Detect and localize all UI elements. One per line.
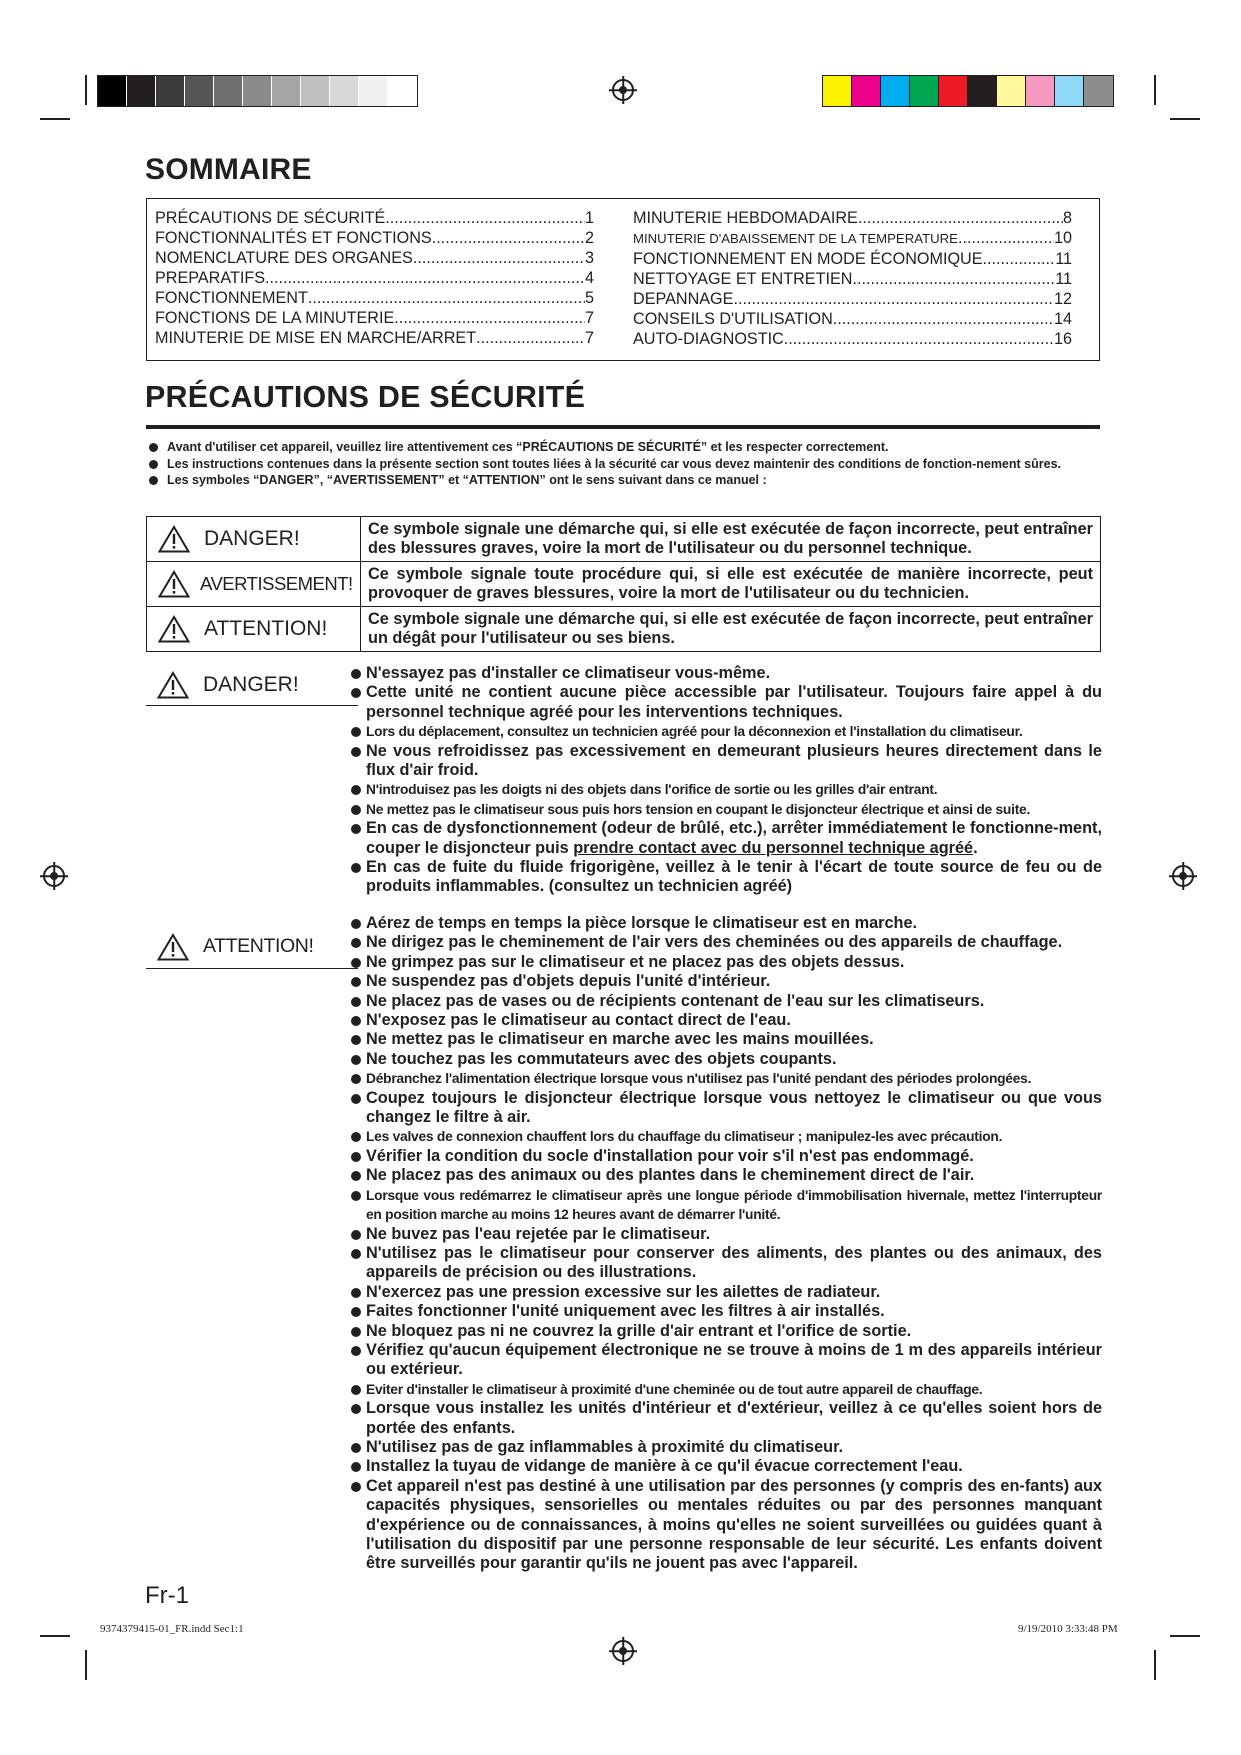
toc-entry-page: 4 xyxy=(584,269,594,287)
color-swatch xyxy=(823,76,852,106)
list-item xyxy=(350,1399,1102,1438)
attention-label: ATTENTION! xyxy=(203,935,314,957)
gray-swatch xyxy=(98,76,127,106)
color-swatch xyxy=(1055,76,1084,106)
bullet-icon xyxy=(351,977,361,987)
grayscale-color-bar xyxy=(97,75,418,107)
symbol-row-danger xyxy=(147,517,1101,562)
toc-entry xyxy=(633,249,1072,269)
bullet-icon xyxy=(351,1132,361,1142)
toc-entry xyxy=(155,268,594,288)
list-item-text: Ne buvez pas l'eau rejetée par le climatiseur. xyxy=(366,1224,711,1243)
toc-entry-label: FONCTIONNEMENT xyxy=(155,289,308,307)
toc-entry-page: 8 xyxy=(1062,209,1072,227)
footer-timestamp: 9/19/2010 3:33:48 PM xyxy=(1018,1623,1118,1635)
list-item-text: Cette unité ne contient aucune pièce accessible par l'utilisateur. Toujours faire appel à du personnel technique agréé pour les interventions techniques. xyxy=(366,683,1102,721)
list-item xyxy=(350,1050,1102,1069)
list-item xyxy=(350,819,1102,858)
list-item xyxy=(350,742,1102,781)
toc-leader-dots xyxy=(385,208,585,228)
toc-leader-dots xyxy=(308,288,585,308)
list-item-text: N'essayez pas d'installer ce climatiseur vous-même. xyxy=(366,664,771,682)
process-color-bar xyxy=(822,75,1114,107)
toc-entry xyxy=(633,228,1072,249)
list-item-text: Ne placez pas de vases ou de récipients contenant de l'eau sur les climatiseurs. xyxy=(366,991,985,1010)
crop-mark xyxy=(85,75,87,105)
bullet-icon xyxy=(351,824,361,834)
footer-file: 9374379415-01_FR.indd Sec1:1 xyxy=(100,1623,244,1635)
toc-entry-page: 3 xyxy=(584,249,594,267)
list-item xyxy=(350,800,1102,819)
page-number: Fr-1 xyxy=(145,1582,189,1609)
toc-entry-label: MINUTERIE D'ABAISSEMENT DE LA TEMPERATURE xyxy=(633,231,958,246)
bullet-icon xyxy=(351,1016,361,1026)
bullet-icon xyxy=(351,938,361,948)
warning-triangle-icon xyxy=(158,525,190,553)
bullet-icon xyxy=(351,958,361,968)
gray-swatch xyxy=(272,76,301,106)
list-item-text: Débranchez l'alimentation électrique lorsque vous n'utilisez pas l'unité pendant des périodes prolongées. xyxy=(366,1071,1032,1087)
intro-text: Les instructions contenues dans la présente section sont toutes liées à la sécurité car vous devez maintenir des conditions de fonction-nement sûres. xyxy=(167,456,1061,471)
warning-triangle-icon xyxy=(158,615,190,643)
bullet-icon xyxy=(351,1346,361,1356)
toc-leader-dots xyxy=(733,289,1054,309)
list-item xyxy=(350,1166,1102,1185)
toc-leader-dots xyxy=(394,308,585,328)
list-item-text: N'exposez pas le climatiseur au contact direct de l'eau. xyxy=(366,1011,791,1030)
list-item-text: Ne mettez pas le climatiseur sous puis hors tension en coupant le disjoncteur électrique et ainsi de suite. xyxy=(366,801,1031,817)
toc-entry-label: PRÉCAUTIONS DE SÉCURITÉ xyxy=(155,209,386,227)
color-swatch xyxy=(881,76,910,106)
danger-list xyxy=(350,664,1102,897)
bullet-icon xyxy=(351,1327,361,1337)
symbol-legend-table xyxy=(146,516,1101,652)
list-item-text: Ne vous refroidissez pas excessivement en demeurant plusieurs heures directement dans le flux d'air froid. xyxy=(366,741,1102,780)
list-item-text: Ne suspendez pas d'objets depuis l'unité d'intérieur. xyxy=(366,972,771,991)
intro-item xyxy=(146,440,1106,456)
toc-entry-label: NETTOYAGE ET ENTRETIEN xyxy=(633,270,853,288)
bullet-icon xyxy=(351,1094,361,1104)
gray-swatch xyxy=(243,76,272,106)
list-item-text: Cet appareil n'est pas destiné à une utilisation par des personnes (y compris des en-fants) aux capacités physiques, sensorielles ou mentales réduites ou par des personnes manquant d'expérience ou de connaissances, à moins qu'elles ne soient surveillées ou guidées quant à l'utilisation du dispositif par une personne responsable de leur sécurité. Les enfants doivent être surveillés pour garantir qu'ils ne jouent pas avec l'appareil. xyxy=(366,1476,1102,1573)
toc-entry-page: 2 xyxy=(584,229,594,247)
bullet-icon xyxy=(351,1249,361,1259)
toc-leader-dots xyxy=(476,328,585,348)
list-item-text: N'utilisez pas de gaz inflammables à proximité du climatiseur. xyxy=(366,1437,844,1456)
list-item-text: Aérez de temps en temps la pièce lorsque le climatiseur est en marche. xyxy=(366,914,918,932)
gray-swatch xyxy=(185,76,214,106)
toc-box xyxy=(146,198,1100,361)
bullet-icon xyxy=(351,919,361,929)
list-item-text: N'utilisez pas le climatiseur pour conserver des aliments, des plantes ou des animaux, des appareils de précision ou des illustrations. xyxy=(366,1243,1102,1282)
list-item xyxy=(350,1457,1102,1476)
gray-swatch xyxy=(127,76,156,106)
safety-intro xyxy=(146,440,1106,489)
toc-entry-label: FONCTIONNALITÉS ET FONCTIONS xyxy=(155,229,432,247)
gray-swatch xyxy=(301,76,330,106)
underlined-text: prendre contact avec du personnel technique agréé xyxy=(573,838,974,857)
toc-entry-page: 10 xyxy=(1053,229,1072,247)
bullet-icon xyxy=(351,1152,361,1162)
list-item xyxy=(350,972,1102,991)
list-item xyxy=(350,683,1102,722)
title-rule xyxy=(146,425,1100,429)
toc-entry xyxy=(155,328,594,348)
toc-entry-page: 16 xyxy=(1053,330,1072,348)
crop-mark xyxy=(1154,75,1156,105)
toc-leader-dots xyxy=(983,249,1056,269)
bullet-icon xyxy=(351,785,361,795)
list-item-text: Installez la tuyau de vidange de manière à ce qu'il évacue correctement l'eau. xyxy=(366,1457,963,1476)
list-item xyxy=(350,1069,1102,1088)
list-item xyxy=(350,1322,1102,1341)
color-swatch xyxy=(939,76,968,106)
list-item-text: Faites fonctionner l'unité uniquement avec les filtres à air installés. xyxy=(366,1302,885,1321)
bullet-icon xyxy=(351,1055,361,1065)
list-item xyxy=(350,1147,1102,1166)
toc-entry-page: 12 xyxy=(1053,290,1072,308)
symbol-description: Ce symbole signale une démarche qui, si elle est exécutée de façon incorrecte, peut entraîner des blessures graves, voire la mort de l'utilisateur ou du personnel technique. xyxy=(361,517,1101,562)
toc-entry xyxy=(633,269,1072,289)
intro-item xyxy=(146,457,1106,473)
bullet-icon xyxy=(351,997,361,1007)
intro-text: Avant d'utiliser cet appareil, veuillez lire attentivement ces “PRÉCAUTIONS DE SÉCURITÉ” et les respecter correctement. xyxy=(167,440,889,454)
list-item-text: Vérifier la condition du socle d'installation pour voir s'il n'est pas endommagé. xyxy=(366,1146,974,1165)
toc-entry-label: FONCTIONS DE LA MINUTERIE xyxy=(155,309,395,327)
list-item-text: Ne mettez pas le climatiseur en marche avec les mains mouillées. xyxy=(366,1030,874,1049)
toc-entry-label: MINUTERIE DE MISE EN MARCHE/ARRET xyxy=(155,329,477,347)
bullet-icon xyxy=(351,1443,361,1453)
toc-leader-dots xyxy=(432,228,585,248)
toc-entry xyxy=(155,208,594,228)
list-item-text: Coupez toujours le disjoncteur électrique lorsque vous nettoyez le climatiseur ou que vous changez le filtre à air. xyxy=(366,1088,1102,1127)
symbol-label-cell xyxy=(147,615,360,643)
toc-entry-page: 7 xyxy=(584,309,594,327)
bullet-icon xyxy=(351,1288,361,1298)
list-item xyxy=(350,1438,1102,1457)
toc-entry xyxy=(155,228,594,248)
toc-leader-dots xyxy=(265,268,585,288)
list-item-text: Ne bloquez pas ni ne couvrez la grille d'air entrant et l'orifice de sortie. xyxy=(366,1321,912,1340)
registration-mark-icon xyxy=(1172,865,1194,887)
symbol-label: DANGER! xyxy=(204,527,300,550)
danger-side-label xyxy=(146,664,358,706)
toc-column-left xyxy=(155,208,594,348)
attention-side-label xyxy=(146,925,358,969)
safety-title: PRÉCAUTIONS DE SÉCURITÉ xyxy=(145,380,586,414)
toc-entry xyxy=(155,308,594,328)
list-item-text: Ne placez pas des animaux ou des plantes dans le cheminement direct de l'air. xyxy=(366,1166,975,1185)
symbol-description: Ce symbole signale toute procédure qui, si elle est exécutée de manière incorrecte, peut provoquer de graves blessures, voire la mort de l'utilisateur ou du technicien. xyxy=(361,562,1101,607)
toc-title: SOMMAIRE xyxy=(145,153,312,186)
intro-item xyxy=(146,473,1106,489)
toc-entry xyxy=(155,288,594,308)
toc-leader-dots xyxy=(833,309,1054,329)
list-item-text: Les valves de connexion chauffent lors du chauffage du climatiseur ; manipulez-les avec précaution. xyxy=(366,1129,1003,1145)
registration-mark-icon xyxy=(43,865,65,887)
list-item-text: N'exercez pas une pression excessive sur les ailettes de radiateur. xyxy=(366,1282,881,1301)
toc-entry-label: PREPARATIFS xyxy=(155,269,266,287)
list-item xyxy=(350,933,1102,952)
toc-entry-page: 7 xyxy=(584,329,594,347)
color-swatch xyxy=(1084,76,1113,106)
toc-entry-label: CONSEILS D'UTILISATION xyxy=(633,310,833,328)
color-swatch xyxy=(852,76,881,106)
list-item xyxy=(350,1380,1102,1399)
bullet-icon xyxy=(351,747,361,757)
warning-triangle-icon xyxy=(157,933,189,961)
toc-leader-dots xyxy=(413,248,585,268)
list-item-text: Lorsque vous redémarrez le climatiseur après une longue période d'immobilisation hivernale, mettez l'interrupteur en position marche au moins 12 heures avant de démarrer l'unité. xyxy=(366,1187,1102,1223)
symbol-label: ATTENTION! xyxy=(204,617,328,640)
danger-label: DANGER! xyxy=(203,672,299,696)
toc-entry xyxy=(633,289,1072,309)
bullet-icon xyxy=(351,1462,361,1472)
list-item xyxy=(350,1283,1102,1302)
toc-leader-dots xyxy=(852,269,1055,289)
list-item-text: Lors du déplacement, consultez un technicien agréé pour la déconnexion et l'installation du climatiseur. xyxy=(366,724,1023,740)
color-swatch xyxy=(910,76,939,106)
list-item-text: Vérifiez qu'aucun équipement électronique ne se trouve à moins de 1 m des appareils intérieur ou extérieur. xyxy=(366,1340,1102,1379)
list-item-text: Ne touchez pas les commutateurs avec des objets coupants. xyxy=(366,1049,837,1068)
bullet-icon xyxy=(351,1404,361,1414)
symbol-description: Ce symbole signale une démarche qui, si elle est exécutée de façon incorrecte, peut entraîner un dégât pour l'utilisateur ou ses biens. xyxy=(361,607,1101,652)
toc-entry xyxy=(633,309,1072,329)
symbol-row-avertissement xyxy=(147,562,1101,607)
warning-triangle-icon xyxy=(157,671,189,699)
list-item xyxy=(350,780,1102,799)
toc-column-right xyxy=(633,208,1072,349)
bullet-icon xyxy=(351,1385,361,1395)
symbol-row-attention xyxy=(147,607,1101,652)
gray-swatch xyxy=(156,76,185,106)
color-swatch xyxy=(968,76,997,106)
toc-entry-page: 5 xyxy=(584,289,594,307)
toc-entry-page: 14 xyxy=(1053,310,1072,328)
toc-entry-label: MINUTERIE HEBDOMADAIRE xyxy=(633,209,858,227)
symbol-label: AVERTISSEMENT! xyxy=(200,573,353,594)
toc-entry-label: FONCTIONNEMENT EN MODE ÉCONOMIQUE xyxy=(633,250,983,268)
list-item xyxy=(350,858,1102,897)
gray-swatch xyxy=(330,76,359,106)
bullet-icon xyxy=(351,1191,361,1201)
registration-mark-icon xyxy=(612,79,634,101)
list-item xyxy=(350,1011,1102,1030)
list-item-text: Ne dirigez pas le cheminement de l'air vers des cheminées ou des appareils de chauffage. xyxy=(366,933,1063,952)
registration-mark-icon xyxy=(612,1640,634,1662)
toc-entry-label: NOMENCLATURE DES ORGANES xyxy=(155,249,413,267)
toc-leader-dots xyxy=(784,329,1054,349)
symbol-label-cell xyxy=(147,570,360,598)
toc-leader-dots xyxy=(958,228,1054,248)
list-item-text: En cas de dysfonctionnement (odeur de brûlé, etc.), arrêter immédiatement le fonctionne-ment, couper le disjoncteur puis xyxy=(366,819,1102,857)
toc-entry xyxy=(633,208,1072,228)
toc-entry xyxy=(633,329,1072,349)
list-item xyxy=(350,1477,1102,1574)
list-item xyxy=(350,953,1102,972)
list-item xyxy=(350,1186,1102,1225)
list-item xyxy=(350,1244,1102,1283)
list-item xyxy=(350,1302,1102,1321)
list-item xyxy=(350,1089,1102,1128)
color-swatch xyxy=(997,76,1026,106)
list-item xyxy=(350,1030,1102,1049)
list-item xyxy=(350,1127,1102,1146)
list-item-text: Lorsque vous installez les unités d'intérieur et d'extérieur, veillez à ce qu'elles soient hors de portée des enfants. xyxy=(366,1399,1102,1437)
list-item xyxy=(350,914,1102,933)
list-item-text: En cas de fuite du fluide frigorigène, veillez à le tenir à l'écart de toute source de feu ou de produits inflammables. (consultez un technicien agréé) xyxy=(366,858,1102,896)
list-item xyxy=(350,664,1102,683)
crop-mark xyxy=(85,1650,87,1680)
toc-entry-page: 1 xyxy=(584,209,594,227)
list-item-text: N'introduisez pas les doigts ni des objets dans l'orifice de sortie ou les grilles d'air entrant. xyxy=(366,782,938,798)
crop-mark xyxy=(40,118,70,120)
bullet-icon xyxy=(351,1307,361,1317)
bullet-icon xyxy=(351,863,361,873)
toc-entry-label: AUTO-DIAGNOSTIC xyxy=(633,330,784,348)
toc-entry-label: DEPANNAGE xyxy=(633,290,734,308)
list-item xyxy=(350,722,1102,741)
list-item-text: Ne grimpez pas sur le climatiseur et ne placez pas des objets dessus. xyxy=(366,952,905,971)
gray-swatch xyxy=(359,76,388,106)
symbol-label-cell xyxy=(147,525,360,553)
bullet-icon xyxy=(351,1171,361,1181)
gray-swatch xyxy=(214,76,243,106)
list-item-text: Eviter d'installer le climatiseur à proximité d'une cheminée ou de tout autre appareil de chauffage. xyxy=(366,1381,983,1397)
crop-mark xyxy=(1154,1650,1156,1680)
toc-entry xyxy=(155,248,594,268)
crop-mark xyxy=(1170,118,1200,120)
toc-entry-page: 11 xyxy=(1055,250,1072,268)
list-item xyxy=(350,1225,1102,1244)
bullet-icon xyxy=(351,727,361,737)
toc-leader-dots xyxy=(858,208,1063,228)
crop-mark xyxy=(1170,1635,1200,1637)
bullet-icon xyxy=(351,1074,361,1084)
list-item-text-end: . xyxy=(973,838,978,857)
bullet-icon xyxy=(351,669,361,679)
color-swatch xyxy=(1026,76,1055,106)
bullet-icon xyxy=(351,688,361,698)
list-item xyxy=(350,992,1102,1011)
crop-mark xyxy=(40,1635,70,1637)
bullet-icon xyxy=(351,1482,361,1492)
bullet-icon xyxy=(351,805,361,815)
list-item xyxy=(350,1341,1102,1380)
intro-text: Les symboles “DANGER”, “AVERTISSEMENT” et “ATTENTION” ont le sens suivant dans ce manuel : xyxy=(167,473,767,487)
attention-list xyxy=(350,914,1102,1574)
bullet-icon xyxy=(351,1035,361,1045)
toc-entry-page: 11 xyxy=(1055,270,1072,288)
bullet-icon xyxy=(351,1230,361,1240)
warning-triangle-icon xyxy=(158,570,190,598)
gray-swatch xyxy=(388,76,417,106)
